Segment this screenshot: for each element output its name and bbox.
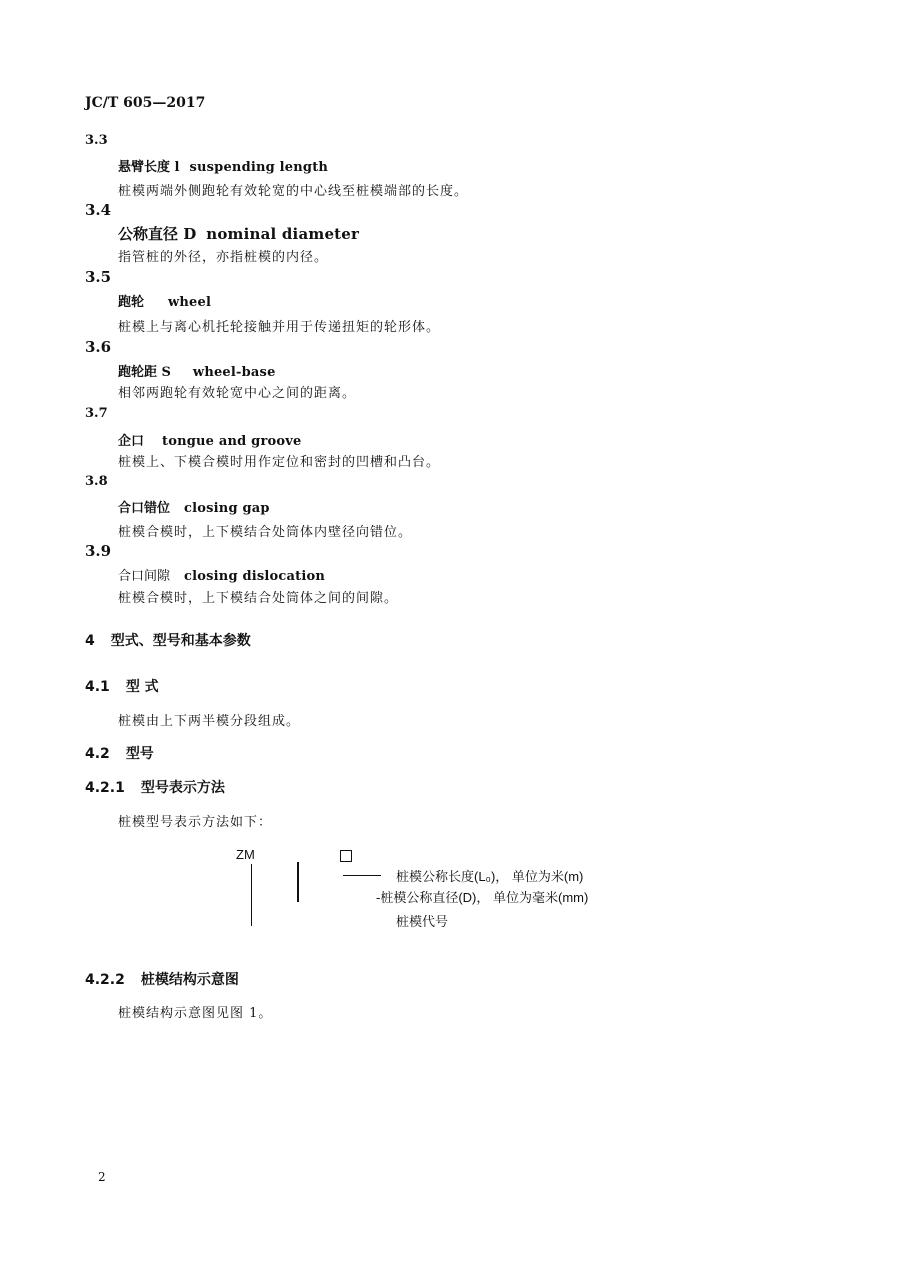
diagram-connector-line (297, 862, 299, 902)
term-en: nominal diameter (206, 225, 360, 243)
term-cn: 合口间隙 (118, 569, 171, 584)
section-heading (85, 777, 225, 797)
term-definition: 相邻两跑轮有效轮宽中心之间的距离。 (118, 386, 357, 401)
term-cn: 公称直径 D (118, 225, 197, 243)
term-number: 3.3 (85, 133, 108, 148)
term-en: wheel (168, 295, 212, 310)
section-number: 4.2 (85, 746, 110, 762)
section-title: 型式、型号和基本参数 (110, 633, 251, 649)
term-number: 3.6 (85, 338, 112, 356)
term-cn: 合口错位 (118, 501, 171, 516)
diagram-connector-line (343, 875, 381, 876)
term-definition: 指管桩的外径，亦指桩模的内径。 (118, 250, 329, 265)
diagram-label-length: 桩模公称长度(L₀)， 单位为米(m) (396, 869, 584, 884)
term-en: closing gap (184, 501, 270, 516)
term-number: 3.9 (85, 542, 112, 560)
term-en: closing dislocation (184, 569, 326, 584)
term-definition: 桩模合模时，上下模结合处筒体内壁径向错位。 (118, 525, 413, 540)
term-cn: 企口 (118, 434, 145, 449)
term-number: 3.4 (85, 201, 112, 219)
page-number: 2 (98, 1170, 106, 1184)
term-title (118, 223, 359, 244)
term-title (118, 156, 328, 175)
section-heading (85, 743, 154, 763)
section-number: 4.2.1 (85, 780, 125, 796)
term-number: 3.5 (85, 268, 112, 286)
section-title: 型 式 (125, 679, 159, 695)
section-title: 型号表示方法 (140, 780, 225, 796)
term-title (118, 361, 276, 380)
section-heading (85, 676, 159, 696)
diagram-placeholder-box (340, 850, 352, 862)
term-title (118, 430, 301, 449)
term-cn: 跑轮 (118, 295, 145, 310)
term-en: wheel-base (192, 365, 276, 380)
term-title (118, 497, 270, 516)
term-cn: 悬臂长度 l (118, 160, 180, 175)
section-number: 4 (85, 633, 95, 649)
diagram-prefix: ZM (236, 847, 255, 862)
term-number: 3.8 (85, 474, 108, 489)
section-title: 型号 (125, 746, 154, 762)
term-definition: 桩模上、下模合模时用作定位和密封的凹槽和凸台。 (118, 455, 441, 470)
term-title (118, 291, 211, 310)
document-header: JC/T 605—2017 (85, 95, 206, 111)
term-en: tongue and groove (162, 434, 302, 449)
term-cn: 跑轮距 S (118, 365, 171, 380)
term-number: 3.7 (85, 406, 108, 421)
paragraph: 桩模结构示意图见图 1。 (118, 1006, 273, 1021)
section-title: 桩模结构示意图 (140, 972, 239, 988)
term-definition: 桩模合模时，上下模结合处筒体之间的间隙。 (118, 591, 399, 606)
paragraph: 桩模由上下两半模分段组成。 (118, 714, 301, 729)
paragraph: 桩模型号表示方法如下： (118, 815, 273, 830)
section-number: 4.2.2 (85, 972, 125, 988)
term-definition: 桩模上与离心机托轮接触并用于传递扭矩的轮形体。 (118, 320, 441, 335)
section-heading (85, 630, 251, 650)
diagram-label-code: 桩模代号 (396, 914, 449, 929)
section-number: 4.1 (85, 679, 110, 695)
term-definition: 桩模两端外侧跑轮有效轮宽的中心线至桩模端部的长度。 (118, 184, 469, 199)
term-title (118, 565, 325, 584)
diagram-connector-line (251, 864, 252, 926)
diagram-label-diameter: -桩模公称直径(D)， 单位为毫米(mm) (376, 890, 589, 905)
term-en: suspending length (189, 160, 329, 175)
section-heading (85, 969, 239, 989)
